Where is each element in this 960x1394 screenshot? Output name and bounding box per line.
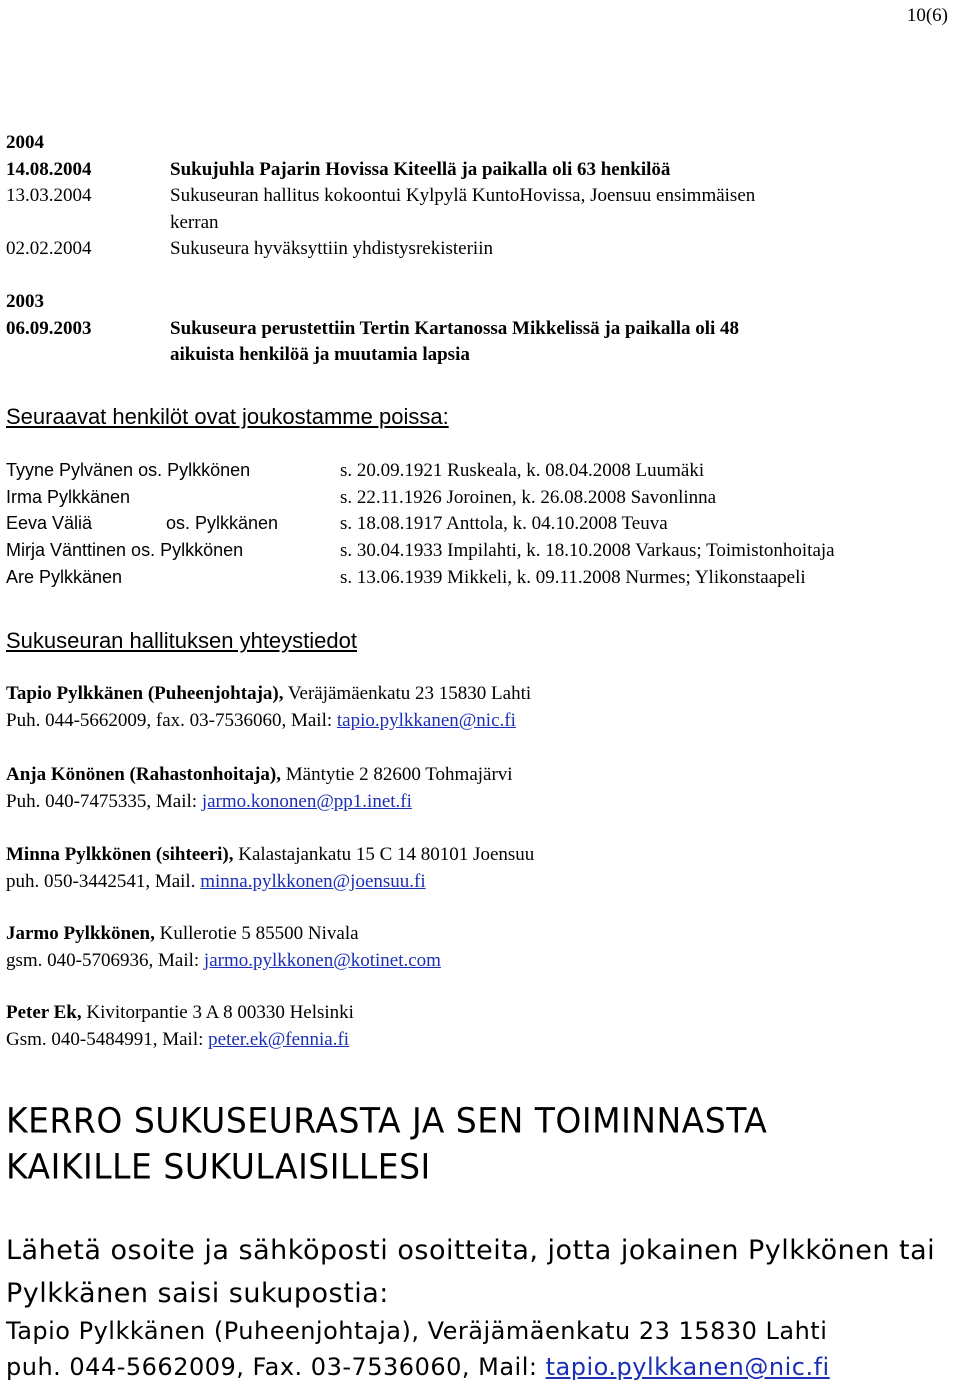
member-address: Kullerotie 5 85500 Nivala [154, 923, 359, 944]
person-name-suffix: os. Pylkkänen [166, 513, 279, 533]
person-name: Tyyne Pylvänen os. Pylkkönen [6, 460, 251, 480]
event-text: Sukuseura hyväksyttiin yhdistysrekisteriin [170, 238, 493, 259]
board-member [6, 684, 531, 703]
year-heading-2004: 2004 [6, 132, 44, 153]
member-phone: Gsm. 040-5484991, Mail: [6, 1029, 209, 1050]
email-link[interactable]: jarmo.pylkkonen@kotinet.com [203, 950, 441, 971]
event-date: 13.03.2004 [6, 185, 92, 206]
person-name: Eeva Väliä [6, 513, 93, 533]
member-address: Kivitorpantie 3 A 8 00330 Helsinki [81, 1002, 354, 1023]
event-text-continued: kerran [170, 212, 219, 233]
member-name: Minna Pylkkönen (sihteeri), [6, 844, 234, 865]
person-details: s. 20.09.1921 Ruskeala, k. 08.04.2008 Luumäki [340, 460, 705, 481]
email-link[interactable]: peter.ek@fennia.fi [208, 1029, 350, 1050]
member-address: Kalastajankatu 15 C 14 80101 Joensuu [233, 844, 535, 865]
member-phone: puh. 050-3442541, Mail. [6, 871, 201, 892]
board-member-contact [6, 872, 426, 891]
person-details: s. 30.04.1933 Impilahti, k. 18.10.2008 Varkaus; Toimistonhoitaja [340, 540, 835, 561]
email-link[interactable]: minna.pylkkonen@joensuu.fi [200, 871, 426, 892]
member-name: Jarmo Pylkkönen, [6, 923, 155, 944]
cta-request-line2: Pylkkänen saisi sukupostia: [6, 1278, 389, 1309]
person-details: s. 22.11.1926 Joroinen, k. 26.08.2008 Savonlinna [340, 487, 717, 508]
cta-heading-line1: KERRO SUKUSEURASTA JA SEN TOIMINNASTA [6, 1100, 768, 1141]
deceased-heading: Seuraavat henkilöt ovat joukostamme poissa: [6, 404, 449, 429]
cta-request-line1: Lähetä osoite ja sähköposti osoitteita, jotta jokainen Pylkkönen tai [6, 1235, 936, 1266]
event-date: 02.02.2004 [6, 238, 92, 259]
board-member [6, 845, 534, 864]
cta-email-link[interactable]: tapio.pylkkanen@nic.fi [545, 1353, 830, 1381]
board-member [6, 924, 359, 943]
board-member [6, 765, 513, 784]
board-member-contact [6, 792, 412, 811]
board-member-contact [6, 951, 441, 970]
cta-contact-phone: puh. 044-5662009, Fax. 03-7536060, Mail: [6, 1353, 546, 1381]
board-member-contact [6, 711, 516, 730]
member-phone: gsm. 040-5706936, Mail: [6, 950, 204, 971]
person-details: s. 13.06.1939 Mikkeli, k. 09.11.2008 Nurmes; Ylikonstaapeli [340, 567, 806, 588]
person-name: Are Pylkkänen [6, 567, 123, 587]
event-text-continued: aikuista henkilöä ja muutamia lapsia [170, 344, 470, 365]
member-name: Anja Könönen (Rahastonhoitaja), [6, 764, 282, 785]
event-text: Sukujuhla Pajarin Hovissa Kiteellä ja paikalla oli 63 henkilöä [170, 159, 671, 180]
cta-contact-line1: Tapio Pylkkänen (Puheenjohtaja), Veräjämäenkatu 23 15830 Lahti [6, 1317, 828, 1345]
year-heading-2003: 2003 [6, 291, 44, 312]
board-heading: Sukuseuran hallituksen yhteystiedot [6, 628, 357, 653]
event-text: Sukuseura perustettiin Tertin Kartanossa Mikkelissä ja paikalla oli 48 [170, 318, 740, 339]
person-name: Irma Pylkkänen [6, 487, 131, 507]
member-address: Mäntytie 2 82600 Tohmajärvi [281, 764, 513, 785]
member-phone: Puh. 040-7475335, Mail: [6, 791, 202, 812]
member-address: Veräjämäenkatu 23 15830 Lahti [283, 683, 532, 704]
event-text: Sukuseuran hallitus kokoontui Kylpylä KuntoHovissa, Joensuu ensimmäisen [170, 185, 756, 206]
board-member-contact [6, 1030, 349, 1049]
member-name: Tapio Pylkkänen (Puheenjohtaja), [6, 683, 284, 704]
event-date: 06.09.2003 [6, 318, 92, 339]
page-number: 10(6) [906, 5, 948, 26]
board-member [6, 1003, 354, 1022]
person-details: s. 18.08.1917 Anttola, k. 04.10.2008 Teuva [340, 513, 668, 534]
cta-contact-line2 [6, 1355, 830, 1379]
cta-heading-line2: KAIKILLE SUKULAISILLESI [6, 1146, 431, 1187]
member-name: Peter Ek, [6, 1002, 82, 1023]
event-date: 14.08.2004 [6, 159, 92, 180]
person-name: Mirja Vänttinen os. Pylkkönen [6, 540, 244, 560]
member-phone: Puh. 044-5662009, fax. 03-7536060, Mail: [6, 710, 337, 731]
email-link[interactable]: jarmo.kononen@pp1.inet.fi [201, 791, 412, 812]
email-link[interactable]: tapio.pylkkanen@nic.fi [336, 710, 516, 731]
